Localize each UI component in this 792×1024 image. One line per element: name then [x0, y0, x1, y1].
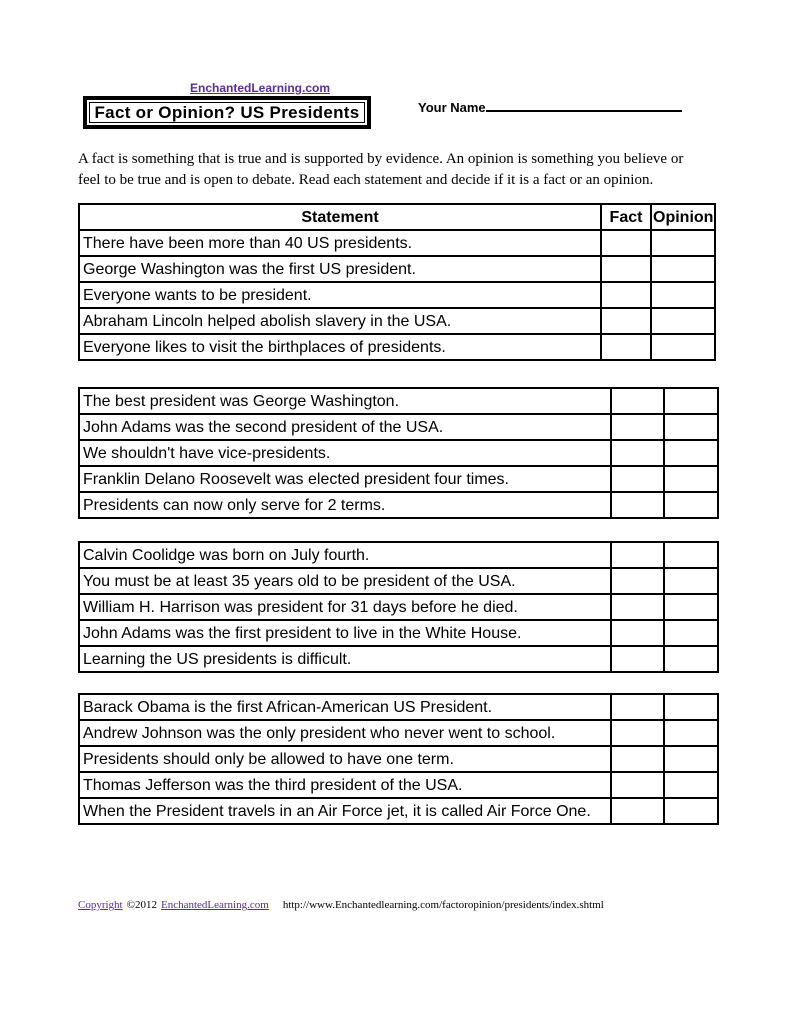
statement-cell: Presidents can now only serve for 2 terms.	[79, 492, 611, 518]
statement-table-3	[78, 541, 719, 673]
table-row	[79, 334, 715, 360]
table-row	[79, 466, 718, 492]
opinion-answer-cell	[651, 334, 715, 360]
fact-answer-cell	[611, 720, 664, 746]
table-row	[79, 388, 718, 414]
fact-answer-cell	[611, 414, 664, 440]
fact-answer-cell	[611, 492, 664, 518]
instructions-line-2: feel to be true and is open to debate. Read each statement and decide if it is a fact or an opinion.	[78, 172, 654, 188]
table-row	[79, 694, 718, 720]
table-row	[79, 594, 718, 620]
opinion-answer-cell	[664, 414, 718, 440]
table-row	[79, 720, 718, 746]
fact-answer-cell	[611, 646, 664, 672]
statement-cell: Learning the US presidents is difficult.	[79, 646, 611, 672]
opinion-answer-cell	[664, 542, 718, 568]
statement-column-header: Statement	[79, 204, 601, 230]
opinion-answer-cell	[651, 282, 715, 308]
fact-answer-cell	[601, 230, 651, 256]
statement-cell: John Adams was the second president of the USA.	[79, 414, 611, 440]
fact-answer-cell	[611, 440, 664, 466]
statement-cell: Everyone wants to be president.	[79, 282, 601, 308]
opinion-answer-cell	[664, 798, 718, 824]
fact-answer-cell	[611, 594, 664, 620]
statement-table-2	[78, 387, 719, 519]
statement-cell: Calvin Coolidge was born on July fourth.	[79, 542, 611, 568]
table-row	[79, 542, 718, 568]
statement-cell: You must be at least 35 years old to be president of the USA.	[79, 568, 611, 594]
copyright-year: ©2012	[126, 899, 157, 911]
fact-answer-cell	[611, 798, 664, 824]
opinion-column-header: Opinion	[651, 204, 715, 230]
instructions	[78, 149, 758, 191]
statement-cell: When the President travels in an Air Force jet, it is called Air Force One.	[79, 798, 611, 824]
table-row	[79, 746, 718, 772]
table-row	[79, 282, 715, 308]
fact-answer-cell	[601, 282, 651, 308]
opinion-answer-cell	[651, 308, 715, 334]
fact-answer-cell	[611, 388, 664, 414]
table-row	[79, 414, 718, 440]
statement-cell: Abraham Lincoln helped abolish slavery in the USA.	[79, 308, 601, 334]
table-header-row	[79, 204, 715, 230]
table-row	[79, 798, 718, 824]
instructions-line-1: A fact is something that is true and is supported by evidence. An opinion is something you believe or	[78, 151, 684, 167]
statement-cell: Everyone likes to visit the birthplaces of presidents.	[79, 334, 601, 360]
opinion-answer-cell	[664, 594, 718, 620]
table-row	[79, 620, 718, 646]
statement-cell: We shouldn't have vice-presidents.	[79, 440, 611, 466]
table-row	[79, 568, 718, 594]
fact-answer-cell	[601, 308, 651, 334]
statement-table-1	[78, 203, 716, 361]
opinion-answer-cell	[664, 492, 718, 518]
fact-answer-cell	[611, 542, 664, 568]
fact-answer-cell	[611, 568, 664, 594]
fact-column-header: Fact	[601, 204, 651, 230]
fact-answer-cell	[611, 772, 664, 798]
page-url: http://www.Enchantedlearning.com/factoropinion/presidents/index.shtml	[282, 899, 604, 911]
opinion-answer-cell	[664, 466, 718, 492]
statement-cell: Thomas Jefferson was the third president of the USA.	[79, 772, 611, 798]
statement-table-4	[78, 693, 719, 825]
table-row	[79, 440, 718, 466]
opinion-answer-cell	[651, 256, 715, 282]
opinion-answer-cell	[664, 694, 718, 720]
fact-answer-cell	[611, 620, 664, 646]
fact-answer-cell	[601, 256, 651, 282]
statement-cell: Presidents should only be allowed to have one term.	[79, 746, 611, 772]
fact-answer-cell	[601, 334, 651, 360]
opinion-answer-cell	[664, 388, 718, 414]
statement-cell: Barack Obama is the first African-American US President.	[79, 694, 611, 720]
footer	[78, 899, 604, 911]
opinion-answer-cell	[664, 646, 718, 672]
copyright-link[interactable]: Copyright	[78, 899, 123, 911]
opinion-answer-cell	[664, 772, 718, 798]
fact-answer-cell	[611, 746, 664, 772]
statement-cell: Andrew Johnson was the only president who never went to school.	[79, 720, 611, 746]
name-blank-line	[486, 99, 682, 112]
worksheet-title-box	[83, 96, 371, 129]
name-label: Your Name	[418, 100, 486, 115]
table-row	[79, 646, 718, 672]
name-field	[418, 99, 682, 115]
table-row	[79, 230, 715, 256]
statement-cell: John Adams was the first president to live in the White House.	[79, 620, 611, 646]
opinion-answer-cell	[664, 746, 718, 772]
fact-answer-cell	[611, 694, 664, 720]
statement-cell: There have been more than 40 US presidents.	[79, 230, 601, 256]
statement-cell: Franklin Delano Roosevelt was elected president four times.	[79, 466, 611, 492]
table-row	[79, 492, 718, 518]
statement-cell: George Washington was the first US president.	[79, 256, 601, 282]
fact-answer-cell	[611, 466, 664, 492]
worksheet-title: Fact or Opinion? US Presidents	[94, 102, 360, 122]
statement-cell: William H. Harrison was president for 31 days before he died.	[79, 594, 611, 620]
site-link-footer[interactable]: EnchantedLearning.com	[160, 899, 269, 911]
table-row	[79, 308, 715, 334]
opinion-answer-cell	[664, 620, 718, 646]
table-row	[79, 256, 715, 282]
statement-cell: The best president was George Washington.	[79, 388, 611, 414]
opinion-answer-cell	[651, 230, 715, 256]
site-link-top[interactable]: EnchantedLearning.com	[190, 81, 331, 95]
opinion-answer-cell	[664, 720, 718, 746]
opinion-answer-cell	[664, 568, 718, 594]
opinion-answer-cell	[664, 440, 718, 466]
table-row	[79, 772, 718, 798]
